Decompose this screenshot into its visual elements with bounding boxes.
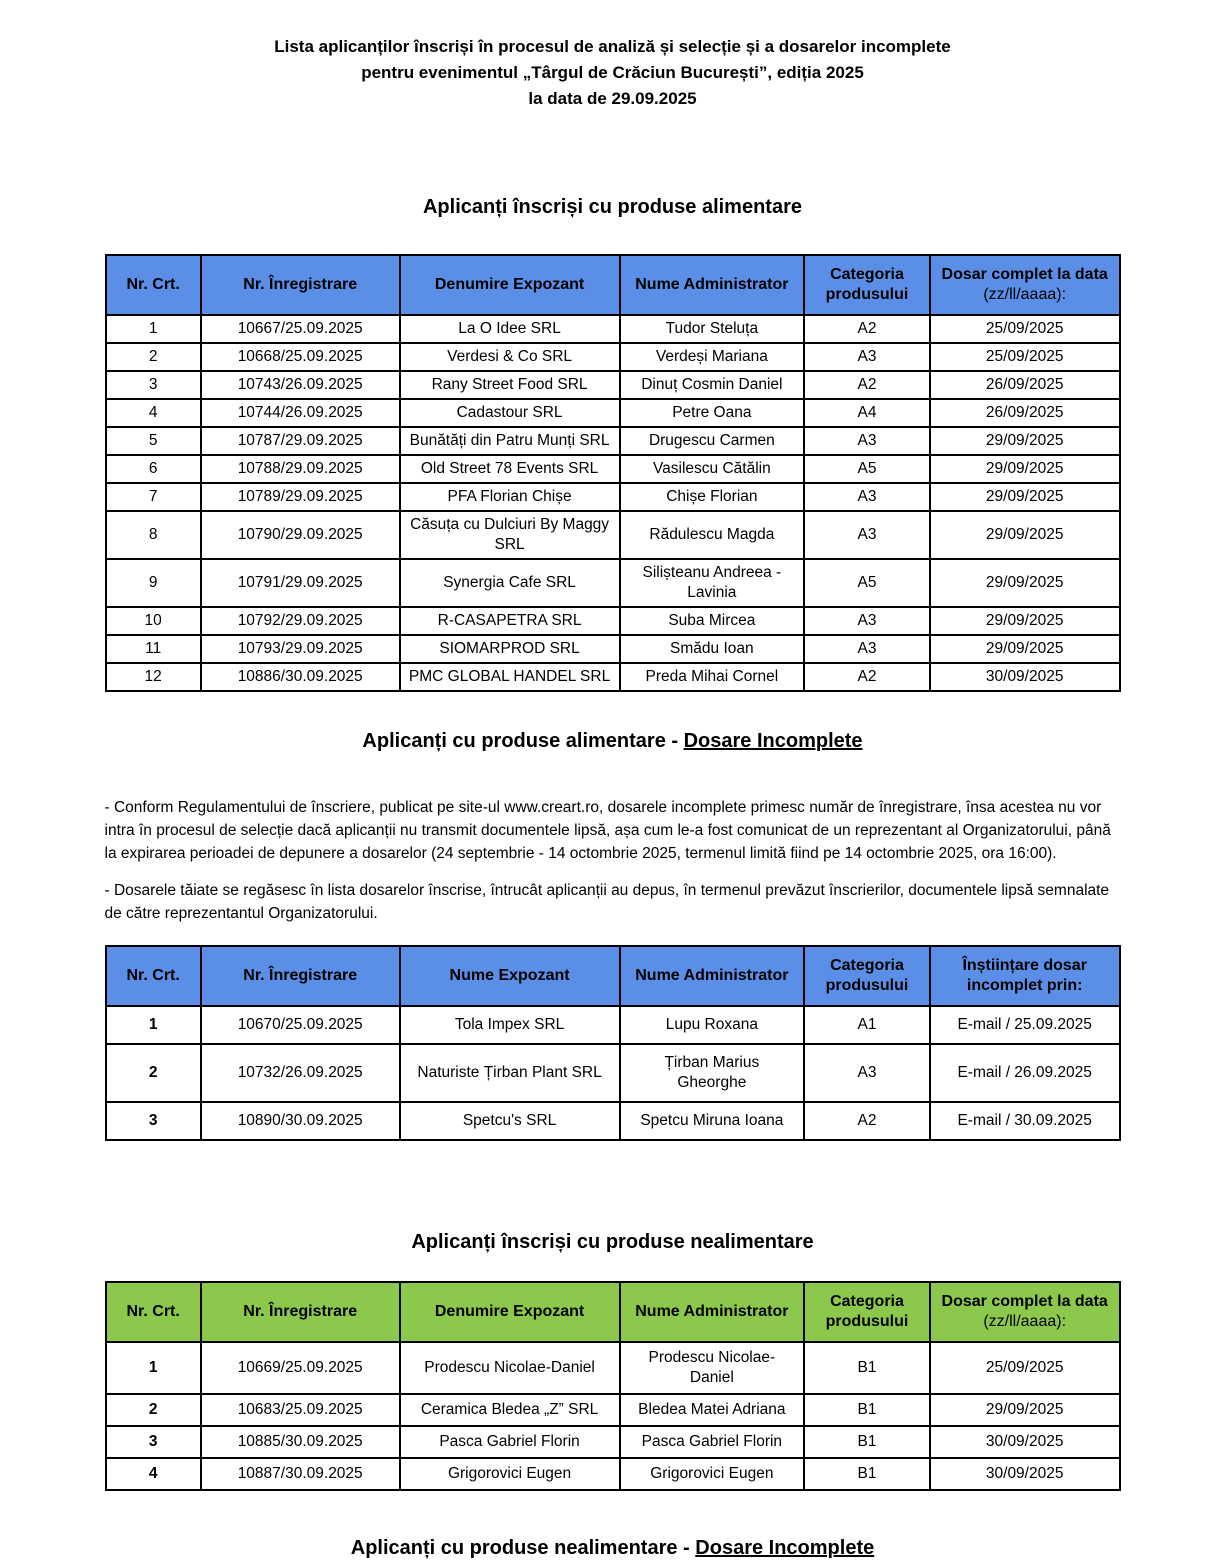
table-cell: A4: [804, 399, 930, 427]
table-cell: SIOMARPROD SRL: [400, 635, 620, 663]
table-cell: 10743/26.09.2025: [201, 371, 400, 399]
incomplete-files-notes: [105, 796, 1121, 925]
table-cell: Pasca Gabriel Florin: [400, 1426, 620, 1458]
table-row: [106, 559, 1120, 607]
table-cell: 4: [106, 399, 201, 427]
column-header: Înștiințare dosar incomplet prin:: [930, 946, 1120, 1006]
food-table-header: [106, 255, 1120, 315]
table-cell: 10789/29.09.2025: [201, 483, 400, 511]
table-cell: A5: [804, 559, 930, 607]
table-cell: Bunătăți din Patru Munți SRL: [400, 427, 620, 455]
table-row: [106, 607, 1120, 635]
column-header: Nr. Înregistrare: [201, 1282, 400, 1342]
header-row: [106, 1282, 1120, 1342]
table-cell: 29/09/2025: [930, 1394, 1120, 1426]
table-cell: Prodescu Nicolae-Daniel: [620, 1342, 805, 1394]
table-cell: Rany Street Food SRL: [400, 371, 620, 399]
table-row: [106, 663, 1120, 691]
heading-prefix: Aplicanți cu produse alimentare -: [362, 730, 684, 752]
table-cell: Dinuț Cosmin Daniel: [620, 371, 805, 399]
table-cell: 29/09/2025: [930, 635, 1120, 663]
table-cell: 26/09/2025: [930, 399, 1120, 427]
table-cell: La O Idee SRL: [400, 315, 620, 343]
table-row: [106, 315, 1120, 343]
table-cell: E-mail / 26.09.2025: [930, 1044, 1120, 1102]
table-row: [106, 511, 1120, 559]
section-heading-food-incomplete: [0, 728, 1225, 754]
table-cell: Suba Mircea: [620, 607, 805, 635]
table-cell: Spetcu's SRL: [400, 1102, 620, 1140]
food-incomplete-table-body: [106, 1006, 1120, 1140]
table-cell: Spetcu Miruna Ioana: [620, 1102, 805, 1140]
food-table-body: [106, 315, 1120, 691]
table-cell: A2: [804, 1102, 930, 1140]
table-cell: Bledea Matei Adriana: [620, 1394, 805, 1426]
table-cell: Pasca Gabriel Florin: [620, 1426, 805, 1458]
table-cell: E-mail / 25.09.2025: [930, 1006, 1120, 1044]
column-header: Categoria produsului: [804, 255, 930, 315]
column-header: Categoria produsului: [804, 946, 930, 1006]
nonfood-table-header: [106, 1282, 1120, 1342]
table-cell: Ceramica Bledea „Z” SRL: [400, 1394, 620, 1426]
table-row: [106, 427, 1120, 455]
table-cell: A3: [804, 635, 930, 663]
table-cell: 10670/25.09.2025: [201, 1006, 400, 1044]
column-header: Nr. Înregistrare: [201, 255, 400, 315]
table-row: [106, 455, 1120, 483]
table-cell: Tola Impex SRL: [400, 1006, 620, 1044]
table-cell: 8: [106, 511, 201, 559]
table-row: [106, 343, 1120, 371]
table-cell: Silișteanu Andreea - Lavinia: [620, 559, 805, 607]
header-row: [106, 946, 1120, 1006]
table-cell: E-mail / 30.09.2025: [930, 1102, 1120, 1140]
table-cell: B1: [804, 1342, 930, 1394]
table-cell: 10890/30.09.2025: [201, 1102, 400, 1140]
table-cell: 10787/29.09.2025: [201, 427, 400, 455]
table-cell: 26/09/2025: [930, 371, 1120, 399]
table-cell: 30/09/2025: [930, 663, 1120, 691]
table-cell: 5: [106, 427, 201, 455]
table-row: [106, 1044, 1120, 1102]
table-cell: 9: [106, 559, 201, 607]
table-cell: A3: [804, 483, 930, 511]
table-cell: 10668/25.09.2025: [201, 343, 400, 371]
column-header: Denumire Expozant: [400, 255, 620, 315]
table-cell: A1: [804, 1006, 930, 1044]
table-cell: 1: [106, 1006, 201, 1044]
table-cell: Căsuța cu Dulciuri By Maggy SRL: [400, 511, 620, 559]
table-cell: 25/09/2025: [930, 343, 1120, 371]
table-cell: Vasilescu Cătălin: [620, 455, 805, 483]
table-cell: A5: [804, 455, 930, 483]
table-cell: Synergia Cafe SRL: [400, 559, 620, 607]
table-cell: Smădu Ioan: [620, 635, 805, 663]
table-cell: Cadastour SRL: [400, 399, 620, 427]
document-title: [0, 34, 1225, 112]
table-cell: B1: [804, 1394, 930, 1426]
table-cell: 10886/30.09.2025: [201, 663, 400, 691]
table-cell: 11: [106, 635, 201, 663]
table-cell: 29/09/2025: [930, 483, 1120, 511]
table-row: [106, 399, 1120, 427]
table-cell: B1: [804, 1426, 930, 1458]
table-cell: 10793/29.09.2025: [201, 635, 400, 663]
column-header: Dosar complet la data (zz/ll/aaaa):: [930, 255, 1120, 315]
column-header: Nr. Crt.: [106, 255, 201, 315]
table-row: [106, 635, 1120, 663]
table-cell: 10667/25.09.2025: [201, 315, 400, 343]
table-cell: 10732/26.09.2025: [201, 1044, 400, 1102]
header-row: [106, 255, 1120, 315]
table-cell: 1: [106, 315, 201, 343]
section-heading-nonfood-incomplete: [0, 1535, 1225, 1561]
table-cell: A3: [804, 1044, 930, 1102]
heading-underlined-part: Dosare Incomplete: [683, 730, 863, 752]
table-cell: 4: [106, 1458, 201, 1490]
title-line-1: Lista aplicanților înscriși în procesul de analiză și selecție și a dosarelor incomplete: [274, 37, 951, 56]
table-cell: 3: [106, 371, 201, 399]
section-heading-nonfood: Aplicanți înscriși cu produse nealimentare: [411, 1231, 814, 1253]
note-paragraph-2: - Dosarele tăiate se regăsesc în lista dosarelor înscrise, întrucât aplicanții au depus, în termenul prevăzut înscrierilor, documentele lipsă semnalate de către reprezentantul Organizatorului.: [104, 882, 1110, 922]
table-cell: Petre Oana: [620, 399, 805, 427]
table-cell: 3: [106, 1102, 201, 1140]
table-cell: R-CASAPETRA SRL: [400, 607, 620, 635]
column-header: Dosar complet la data (zz/ll/aaaa):: [930, 1282, 1120, 1342]
table-cell: Grigorovici Eugen: [620, 1458, 805, 1490]
table-cell: 10790/29.09.2025: [201, 511, 400, 559]
table-cell: Prodescu Nicolae-Daniel: [400, 1342, 620, 1394]
title-line-3: la data de 29.09.2025: [528, 89, 697, 108]
table-cell: Grigorovici Eugen: [400, 1458, 620, 1490]
table-cell: 10: [106, 607, 201, 635]
table-cell: 29/09/2025: [930, 559, 1120, 607]
table-cell: A2: [804, 315, 930, 343]
table-cell: 29/09/2025: [930, 455, 1120, 483]
section-heading-food: Aplicanți înscriși cu produse alimentare: [422, 196, 802, 218]
table-cell: Rădulescu Magda: [620, 511, 805, 559]
column-header: Nume Expozant: [400, 946, 620, 1006]
nonfood-table-body: [106, 1342, 1120, 1490]
food-incomplete-table: [105, 945, 1121, 1141]
table-cell: Old Street 78 Events SRL: [400, 455, 620, 483]
table-cell: A3: [804, 343, 930, 371]
table-cell: A2: [804, 371, 930, 399]
table-row: [106, 371, 1120, 399]
column-header: Categoria produsului: [804, 1282, 930, 1342]
table-cell: A3: [804, 511, 930, 559]
table-row: [106, 1342, 1120, 1394]
column-header: Nr. Crt.: [106, 1282, 201, 1342]
table-cell: 10744/26.09.2025: [201, 399, 400, 427]
title-line-2: pentru evenimentul „Târgul de Crăciun București”, ediția 2025: [361, 63, 864, 82]
table-row: [106, 483, 1120, 511]
table-cell: Tudor Steluța: [620, 315, 805, 343]
table-cell: 10788/29.09.2025: [201, 455, 400, 483]
table-row: [106, 1006, 1120, 1044]
column-header: Nume Administrator: [620, 255, 805, 315]
table-row: [106, 1102, 1120, 1140]
table-cell: A3: [804, 607, 930, 635]
table-cell: Preda Mihai Cornel: [620, 663, 805, 691]
table-cell: 7: [106, 483, 201, 511]
table-cell: 29/09/2025: [930, 607, 1120, 635]
table-cell: Drugescu Carmen: [620, 427, 805, 455]
table-cell: 10792/29.09.2025: [201, 607, 400, 635]
note-paragraph-1: - Conform Regulamentului de înscriere, publicat pe site-ul www.creart.ro, dosarele incomplete primesc număr de înregistrare, însa acestea nu vor intra în procesul de selecție dacă aplicanții nu transmit documentele lipsă, așa cum le-a fost comunicat de un reprezentant al Organizatorului, până la expirarea perioadei de depunere a dosarelor (24 septembrie - 14 octombrie 2025, termenul limită fiind pe 14 octombrie 2025, ora 16:00).: [104, 799, 1111, 862]
column-header: Nr. Înregistrare: [201, 946, 400, 1006]
table-cell: Verdeși Mariana: [620, 343, 805, 371]
column-header: Nume Administrator: [620, 946, 805, 1006]
table-cell: 30/09/2025: [930, 1426, 1120, 1458]
heading-underlined-part: Dosare Incomplete: [695, 1537, 875, 1559]
table-cell: 2: [106, 1044, 201, 1102]
table-cell: 12: [106, 663, 201, 691]
table-cell: 3: [106, 1426, 201, 1458]
table-row: [106, 1426, 1120, 1458]
table-row: [106, 1394, 1120, 1426]
column-header: Denumire Expozant: [400, 1282, 620, 1342]
table-cell: 25/09/2025: [930, 1342, 1120, 1394]
nonfood-applicants-table: [105, 1281, 1121, 1491]
table-cell: Naturiste Țirban Plant SRL: [400, 1044, 620, 1102]
table-cell: 10885/30.09.2025: [201, 1426, 400, 1458]
table-cell: 10669/25.09.2025: [201, 1342, 400, 1394]
table-cell: Verdesi & Co SRL: [400, 343, 620, 371]
table-cell: Lupu Roxana: [620, 1006, 805, 1044]
table-cell: 1: [106, 1342, 201, 1394]
table-cell: 10791/29.09.2025: [201, 559, 400, 607]
table-cell: A3: [804, 427, 930, 455]
table-cell: 29/09/2025: [930, 511, 1120, 559]
table-cell: 29/09/2025: [930, 427, 1120, 455]
table-cell: 10887/30.09.2025: [201, 1458, 400, 1490]
table-cell: 30/09/2025: [930, 1458, 1120, 1490]
table-cell: 6: [106, 455, 201, 483]
table-cell: 2: [106, 343, 201, 371]
table-cell: 25/09/2025: [930, 315, 1120, 343]
table-cell: 10683/25.09.2025: [201, 1394, 400, 1426]
table-cell: Țirban Marius Gheorghe: [620, 1044, 805, 1102]
table-cell: Chișe Florian: [620, 483, 805, 511]
column-header: Nume Administrator: [620, 1282, 805, 1342]
table-cell: PFA Florian Chișe: [400, 483, 620, 511]
food-incomplete-table-header: [106, 946, 1120, 1006]
table-row: [106, 1458, 1120, 1490]
table-cell: B1: [804, 1458, 930, 1490]
table-cell: 2: [106, 1394, 201, 1426]
column-header: Nr. Crt.: [106, 946, 201, 1006]
table-cell: A2: [804, 663, 930, 691]
heading-prefix: Aplicanți cu produse nealimentare -: [350, 1537, 696, 1559]
table-cell: PMC GLOBAL HANDEL SRL: [400, 663, 620, 691]
food-applicants-table: [105, 254, 1121, 692]
